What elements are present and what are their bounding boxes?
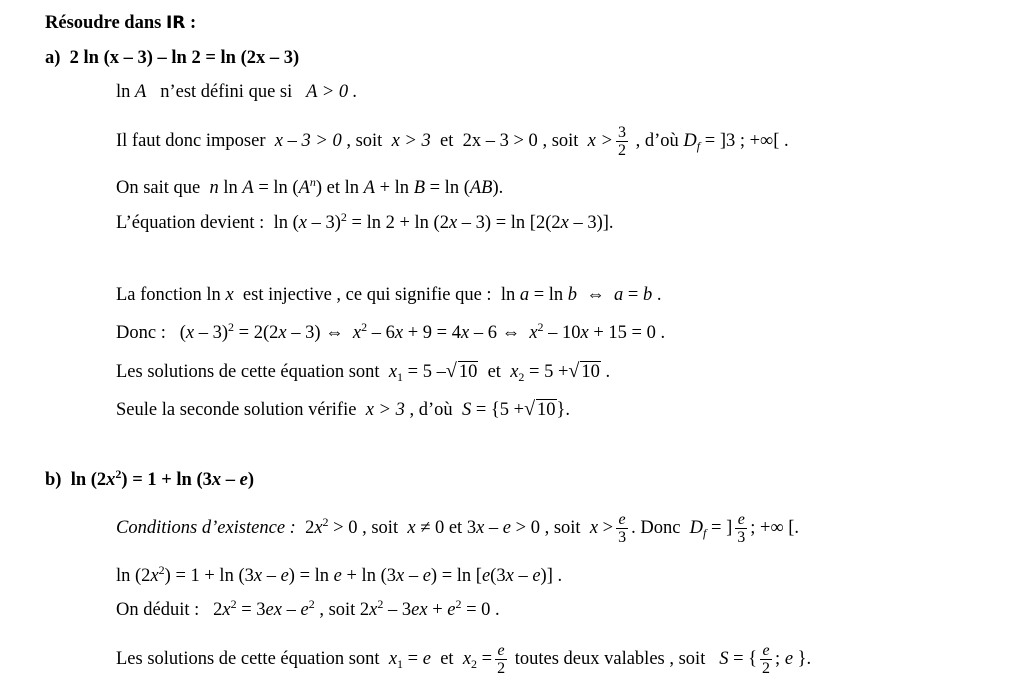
math-text: 2 bbox=[322, 514, 329, 529]
math-text: – 3) bbox=[311, 213, 341, 233]
math-text: Les solutions de cette équation sont bbox=[116, 362, 380, 382]
math-text: x bbox=[462, 648, 472, 669]
math-text: 3 bbox=[737, 529, 746, 546]
math-text: , soit bbox=[542, 130, 579, 151]
math-text: > bbox=[602, 517, 614, 538]
math-text: D bbox=[683, 130, 697, 151]
math-text: ≠ 0 et 3 bbox=[420, 517, 477, 538]
math-text: x – 3 > 0 bbox=[274, 130, 342, 151]
math-text: ln bbox=[223, 178, 238, 198]
fraction-e-halves bbox=[495, 642, 507, 677]
math-text: 2 bbox=[158, 563, 165, 577]
math-text: et bbox=[440, 130, 454, 151]
math-text: x bbox=[314, 517, 323, 538]
math-text: > 0 , soit bbox=[515, 517, 581, 538]
math-text: e bbox=[497, 642, 505, 659]
math-text: = ln 2 + ln (2 bbox=[351, 213, 449, 233]
math-text: x bbox=[510, 362, 519, 382]
math-text: ln (2 bbox=[116, 566, 151, 586]
math-text: , soit 2 bbox=[319, 600, 370, 620]
math-text: 2 bbox=[228, 320, 235, 334]
math-text: 3 bbox=[618, 124, 626, 141]
math-text: x bbox=[529, 323, 538, 343]
math-text: ) bbox=[247, 470, 255, 490]
math-text: , soit bbox=[346, 130, 383, 151]
math-text: ) = 1 + ln (3 bbox=[121, 470, 212, 490]
math-text: ⇔ bbox=[586, 285, 605, 305]
math-text: x bbox=[253, 566, 263, 586]
math-text: e bbox=[502, 517, 512, 538]
math-text: e bbox=[784, 648, 794, 669]
math-text: . bbox=[605, 362, 611, 382]
math-text: ln bbox=[116, 82, 131, 102]
math-text: 2 bbox=[230, 597, 237, 611]
math-text: = ln ( bbox=[258, 178, 299, 198]
math-text: a bbox=[614, 285, 624, 305]
math-text: + ln bbox=[379, 178, 410, 198]
math-text: x bbox=[211, 470, 222, 490]
math-text: x bbox=[395, 566, 405, 586]
math-text: – bbox=[225, 470, 236, 490]
math-text: 1 bbox=[397, 370, 404, 384]
math-text: – 6 ⇔ bbox=[473, 323, 521, 343]
math-text: – 3 bbox=[388, 600, 412, 620]
fraction-e-thirds bbox=[616, 511, 628, 546]
math-text: toutes deux valables , soit bbox=[514, 648, 706, 669]
math-text: a bbox=[519, 285, 530, 305]
math-text: 2 bbox=[497, 660, 506, 677]
math-text: On sait que bbox=[116, 178, 201, 198]
math-text: B bbox=[413, 178, 425, 198]
math-text: e bbox=[280, 566, 289, 586]
math-text: = ]3 ; +∞[ . bbox=[704, 130, 789, 151]
math-text: = 3 bbox=[241, 600, 266, 620]
math-text: = bbox=[481, 648, 493, 669]
math-text: – bbox=[266, 566, 276, 586]
math-text: x > bbox=[587, 130, 613, 151]
math-text: 2 bbox=[762, 660, 771, 677]
math-text: e bbox=[618, 511, 626, 528]
math-text: x bbox=[505, 566, 514, 586]
math-text: ) = ln [ bbox=[430, 566, 482, 586]
math-text: Donc : bbox=[116, 323, 166, 343]
part-a-equation: 2 ln (x – 3) – ln 2 = ln (2x – 3) bbox=[69, 48, 300, 68]
math-text: x bbox=[560, 213, 569, 233]
fraction-three-halves bbox=[616, 124, 628, 159]
math-text: 2x – 3 > 0 bbox=[462, 130, 538, 151]
math-text: x bbox=[369, 600, 378, 620]
math-text: 2 bbox=[471, 656, 478, 671]
math-text: x > 3 bbox=[365, 400, 405, 420]
math-text: ) = ln bbox=[288, 566, 330, 586]
sqrt-icon: √ bbox=[445, 360, 457, 382]
math-text: ln (2 bbox=[70, 470, 107, 490]
math-text: f bbox=[703, 525, 707, 540]
math-text: }. bbox=[797, 648, 812, 669]
math-text: x bbox=[352, 323, 362, 343]
math-text: 10 bbox=[581, 362, 600, 382]
math-text: 2 bbox=[537, 320, 544, 334]
quadratic-derivation-line bbox=[116, 321, 665, 345]
math-text: et bbox=[440, 648, 454, 669]
math-text: 2 bbox=[518, 370, 525, 384]
math-text: e bbox=[422, 648, 431, 669]
math-text: x bbox=[448, 213, 458, 233]
math-text: ; +∞ [. bbox=[750, 517, 800, 538]
math-text: . bbox=[656, 285, 662, 305]
math-text: e bbox=[422, 566, 431, 586]
math-text: – 6 bbox=[371, 323, 395, 343]
math-text: A bbox=[363, 178, 375, 198]
math-text: 2 bbox=[377, 597, 384, 611]
math-text: 10 bbox=[537, 400, 556, 420]
math-text: n bbox=[309, 175, 316, 189]
math-text: A bbox=[298, 178, 310, 198]
fraction-e-thirds bbox=[735, 511, 747, 546]
math-text: e bbox=[762, 642, 770, 659]
math-text: Les solutions de cette équation sont bbox=[116, 648, 380, 669]
math-text: x bbox=[388, 648, 398, 669]
math-text: et bbox=[487, 362, 501, 382]
math-text: , d’où bbox=[409, 400, 453, 420]
math-text: ) = 1 + ln (3 bbox=[164, 566, 254, 586]
math-text: x bbox=[460, 323, 470, 343]
math-text: = 5 + bbox=[529, 362, 569, 382]
math-text: ( bbox=[179, 323, 186, 343]
solutions-line-b bbox=[116, 642, 811, 677]
math-text: x bbox=[278, 323, 287, 343]
math-text: x bbox=[150, 566, 159, 586]
math-text: = ln ( bbox=[429, 178, 470, 198]
math-text: x bbox=[222, 600, 231, 620]
math-text: b bbox=[642, 285, 653, 305]
math-text: x bbox=[407, 517, 416, 538]
math-text: S bbox=[719, 648, 729, 669]
injectivity-line bbox=[116, 283, 661, 307]
math-text: – 3) ⇔ bbox=[291, 323, 344, 343]
math-text: (3 bbox=[490, 566, 506, 586]
sqrt-icon: √ bbox=[524, 398, 536, 420]
math-text: = ] bbox=[711, 517, 733, 538]
math-text: x > 3 bbox=[391, 130, 431, 151]
math-text: e bbox=[447, 600, 456, 620]
existence-conditions-line bbox=[116, 511, 799, 546]
math-text: A bbox=[135, 82, 147, 102]
math-text: f bbox=[696, 138, 701, 153]
solutions-line-a bbox=[116, 359, 610, 384]
math-text: 2 bbox=[361, 320, 368, 334]
math-text: est injective , ce qui signifie que : bbox=[242, 285, 492, 305]
log-properties-line bbox=[116, 176, 503, 200]
final-solution-a-line bbox=[116, 397, 570, 422]
math-text: – bbox=[408, 566, 419, 586]
math-text: 1 bbox=[397, 656, 404, 671]
math-text: – bbox=[518, 566, 528, 586]
math-text: Il faut donc imposer bbox=[116, 130, 266, 151]
math-text: x bbox=[589, 517, 599, 538]
math-text: + 15 = 0 . bbox=[593, 323, 666, 343]
math-text: – bbox=[488, 517, 499, 538]
part-a-label: a) bbox=[45, 48, 61, 68]
math-text: 2 bbox=[213, 600, 223, 620]
math-text: 2 bbox=[618, 142, 626, 159]
fraction-e-halves bbox=[760, 642, 772, 677]
part-b-label: b) bbox=[45, 470, 62, 490]
math-text: La fonction ln bbox=[116, 285, 221, 305]
math-text: ex bbox=[411, 600, 428, 620]
math-text: . Donc bbox=[631, 517, 681, 538]
math-text: = 0 . bbox=[466, 600, 500, 620]
math-text: }. bbox=[556, 400, 571, 420]
equation-rewrite-line bbox=[116, 211, 614, 235]
math-text: – 3) = ln [2(2 bbox=[461, 213, 561, 233]
math-text: e bbox=[300, 600, 309, 620]
math-text: 10 bbox=[458, 362, 478, 382]
math-text: x bbox=[580, 323, 589, 343]
math-text: )] . bbox=[540, 566, 563, 586]
part-b-heading bbox=[45, 468, 254, 492]
math-text: + bbox=[432, 600, 443, 620]
math-text: e bbox=[532, 566, 541, 586]
domain-condition-line bbox=[116, 80, 357, 104]
math-text: 2 bbox=[308, 597, 315, 611]
math-text: A bbox=[242, 178, 254, 198]
math-text: = ln bbox=[533, 285, 564, 305]
math-text: e bbox=[239, 470, 248, 490]
math-text: ) et ln bbox=[315, 178, 360, 198]
domain-constraints-line bbox=[116, 124, 789, 159]
math-text: 2 bbox=[305, 517, 315, 538]
math-text: – 10 bbox=[548, 323, 581, 343]
math-text: D bbox=[689, 517, 704, 538]
math-text: + 9 = 4 bbox=[407, 323, 461, 343]
math-text: 3 bbox=[618, 529, 627, 546]
math-text: ). bbox=[492, 178, 504, 198]
math-text: – 3)]. bbox=[573, 213, 614, 233]
math-text: = 2(2 bbox=[238, 323, 279, 343]
math-text: S bbox=[461, 400, 472, 420]
math-text: ex bbox=[265, 600, 282, 620]
log-rewrite-line bbox=[116, 564, 562, 588]
math-text: e bbox=[333, 566, 342, 586]
deduction-line bbox=[116, 598, 500, 622]
math-text: n’est défini que si bbox=[160, 82, 293, 102]
math-text: Conditions d’existence : bbox=[116, 517, 296, 538]
math-text: x bbox=[476, 517, 485, 538]
math-text: e bbox=[481, 566, 491, 586]
math-text: = 5 – bbox=[407, 362, 446, 382]
math-text: = bbox=[407, 648, 419, 669]
page-title bbox=[45, 11, 196, 35]
math-text: On déduit : bbox=[116, 600, 200, 620]
math-text: x bbox=[388, 362, 398, 382]
math-text: ln ( bbox=[273, 213, 299, 233]
math-text: 2 bbox=[340, 210, 347, 224]
sqrt-icon: √ bbox=[568, 360, 580, 382]
title-text: Résoudre dans bbox=[45, 13, 162, 33]
math-text: 2 bbox=[455, 597, 462, 611]
title-colon: : bbox=[190, 13, 197, 33]
math-text: e bbox=[737, 511, 745, 528]
part-a-heading bbox=[45, 46, 299, 70]
math-text: , d’où bbox=[635, 130, 679, 151]
math-text: x bbox=[298, 213, 307, 233]
math-text: – 3) bbox=[198, 323, 229, 343]
math-text: – bbox=[286, 600, 296, 620]
math-text: = { bbox=[733, 648, 758, 669]
math-text: > 0 , soit bbox=[333, 517, 399, 538]
math-text: b bbox=[567, 285, 578, 305]
math-text: = {5 + bbox=[475, 400, 525, 420]
math-text: n bbox=[209, 178, 219, 198]
math-text: A > 0 . bbox=[306, 82, 358, 102]
math-text: x bbox=[225, 285, 234, 305]
math-text: ln bbox=[500, 285, 516, 305]
math-text: + ln (3 bbox=[346, 566, 396, 586]
math-text: Seule la seconde solution vérifie bbox=[116, 400, 357, 420]
math-text: L’équation devient : bbox=[116, 213, 265, 233]
math-text: x bbox=[394, 323, 404, 343]
real-numbers-symbol: IR bbox=[165, 13, 186, 33]
math-text: x bbox=[185, 323, 195, 343]
math-text: ; bbox=[775, 648, 781, 669]
math-text: = bbox=[627, 285, 639, 305]
math-text: AB bbox=[469, 178, 493, 198]
math-text: x bbox=[106, 470, 116, 490]
math-text: 2 bbox=[115, 467, 122, 481]
